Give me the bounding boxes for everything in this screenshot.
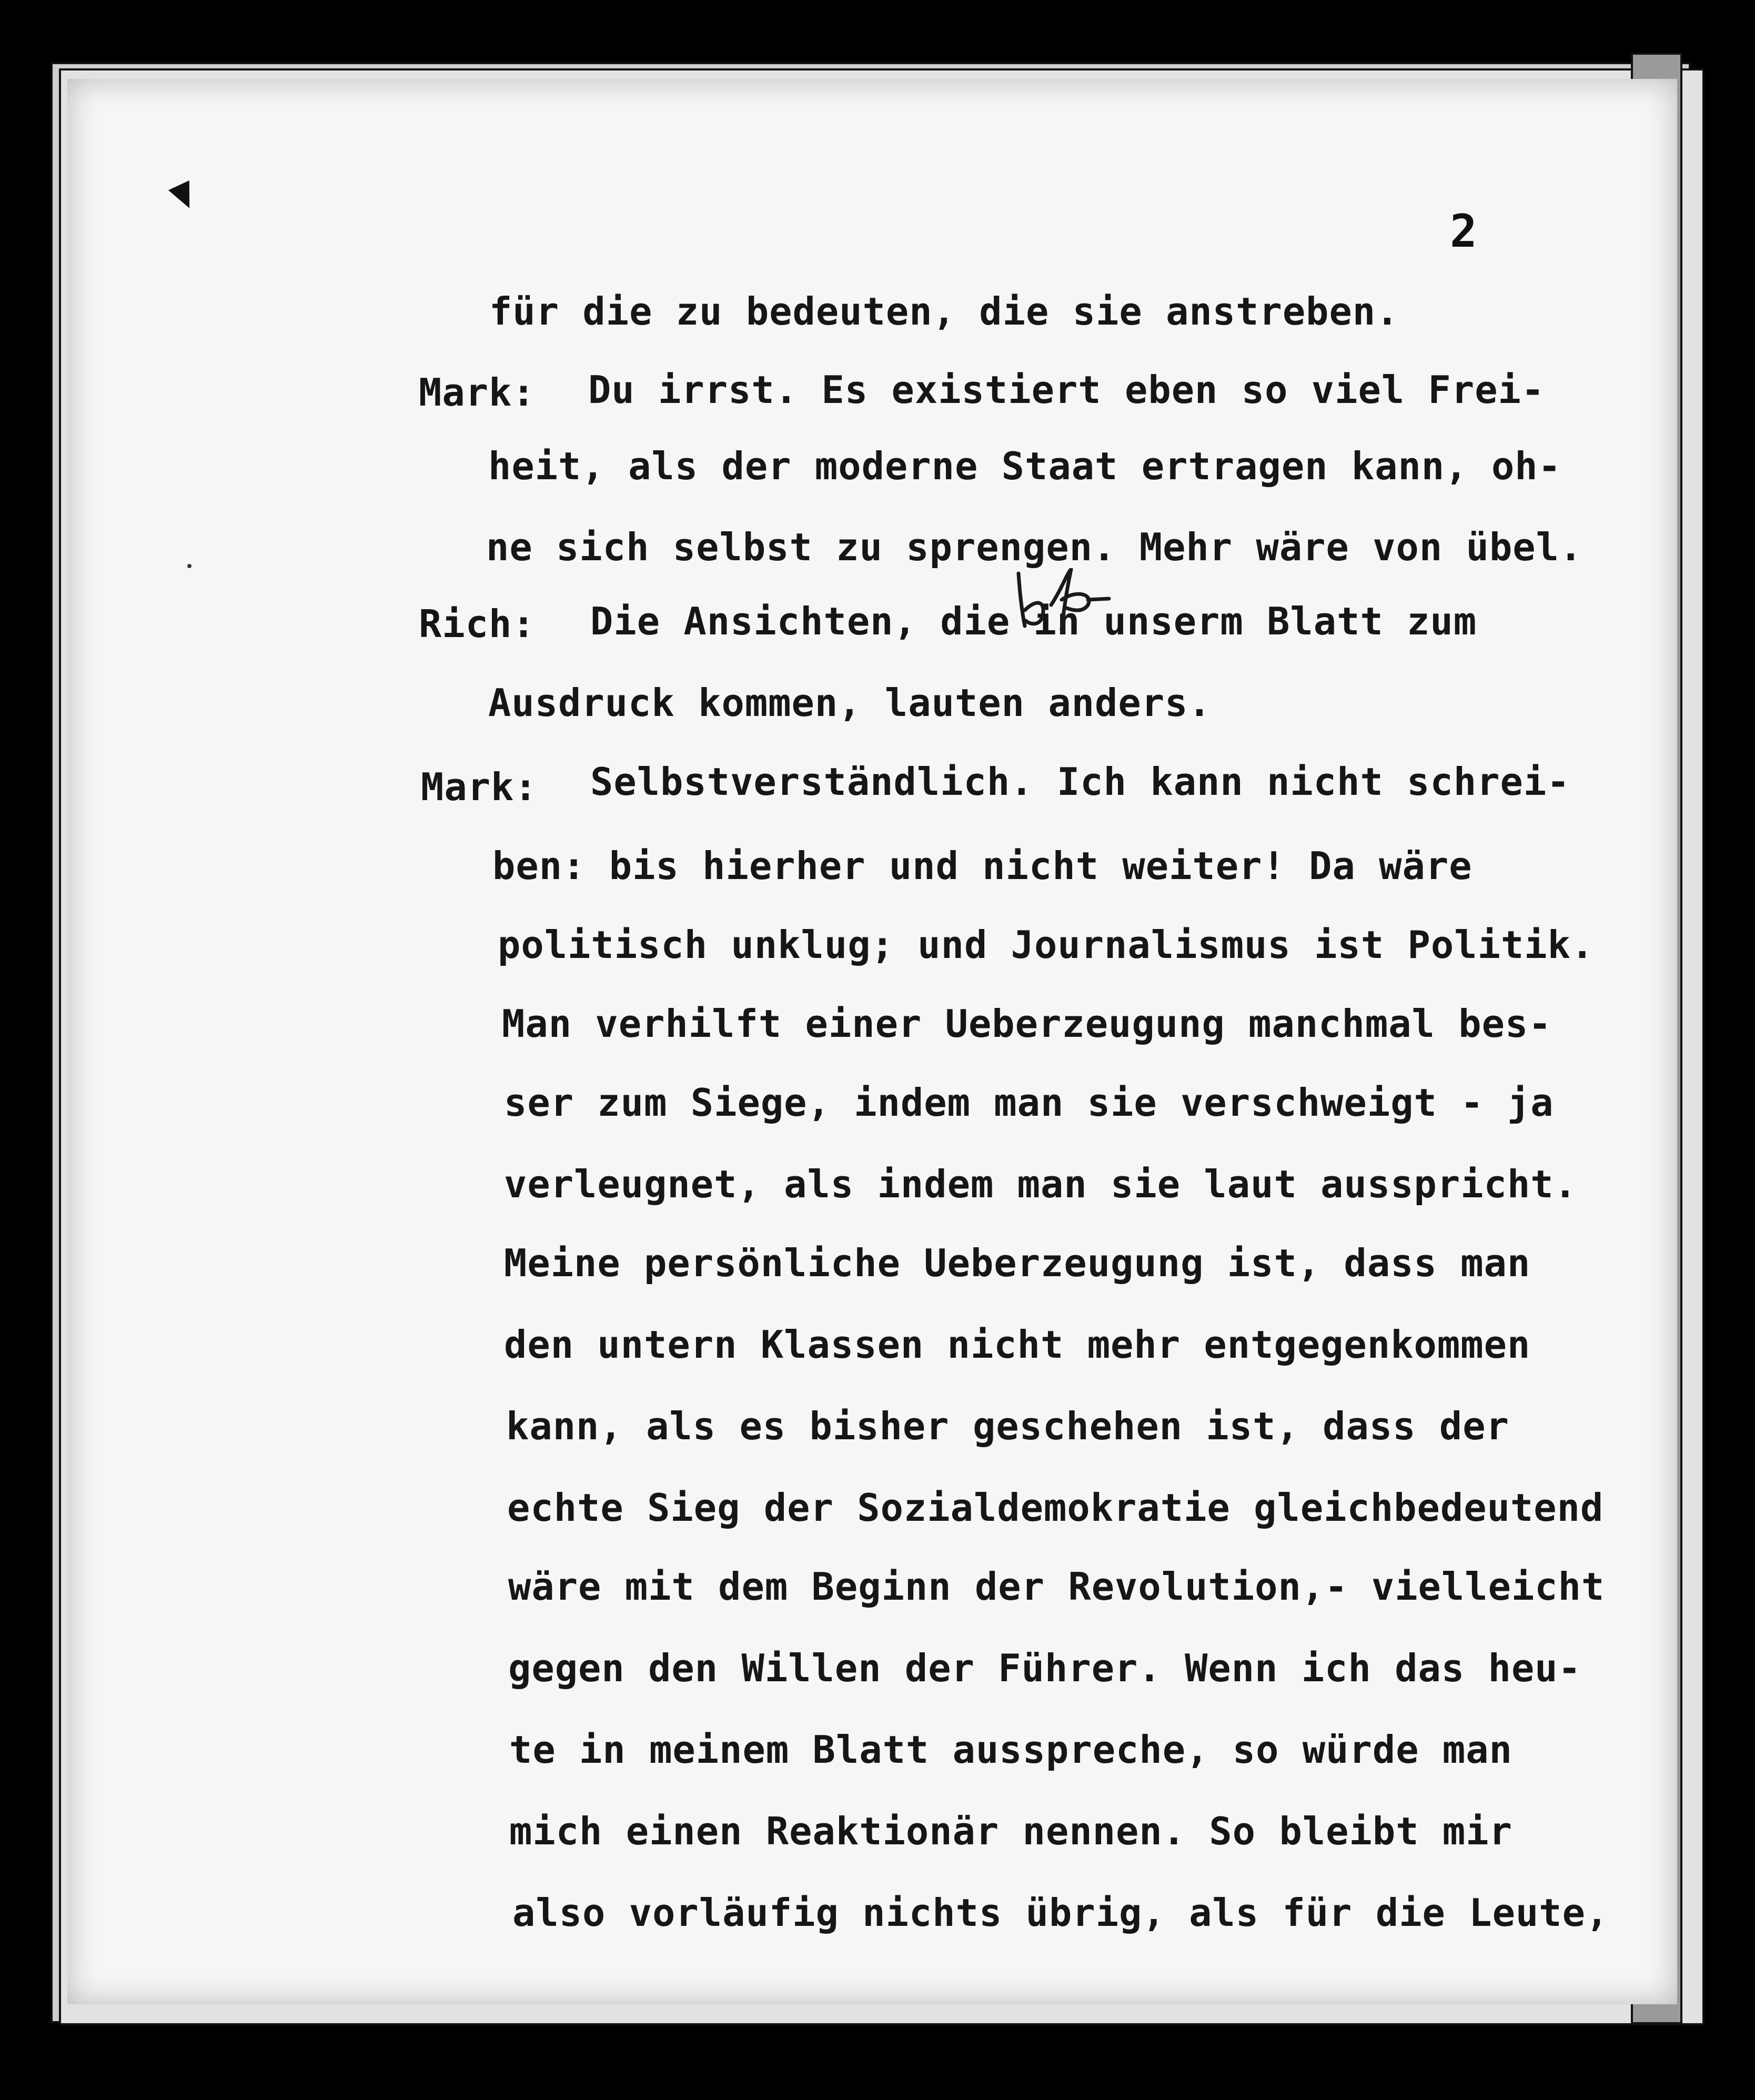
handwritten-correction-mark	[1009, 568, 1130, 631]
text-line: ne sich selbst zu sprengen. Mehr wäre von übel.	[486, 525, 1583, 569]
text-line: Die Ansichten, die in unserm Blatt zum	[590, 599, 1477, 643]
speaker-label: Mark:	[421, 765, 538, 809]
margin-dot	[187, 564, 191, 568]
speaker-label: Mark:	[419, 370, 536, 415]
text-line: Ausdruck kommen, lauten anders.	[488, 681, 1212, 725]
text-line: den untern Klassen nicht mehr entgegenkommen	[504, 1322, 1531, 1367]
text-line: für die zu bedeuten, die sie anstreben.	[489, 289, 1399, 334]
text-line: ben: bis hierher und nicht weiter! Da wäre	[492, 844, 1472, 888]
text-line: Meine persönliche Ueberzeugung ist, dass man	[504, 1241, 1531, 1285]
text-line: also vorläufig nichts übrig, als für die Leute,	[512, 1891, 1609, 1935]
text-line: te in meinem Blatt ausspreche, so würde man	[509, 1728, 1512, 1772]
speaker-label: Rich:	[419, 602, 536, 646]
text-line: heit, als der moderne Staat ertragen kann, oh-	[488, 444, 1561, 488]
text-line: Man verhilft einer Ueberzeugung manchmal bes-	[502, 1002, 1552, 1046]
text-line: mich einen Reaktionär nennen. So bleibt mir	[509, 1809, 1512, 1853]
text-line: ser zum Siege, indem man sie verschweigt - ja	[504, 1081, 1554, 1125]
text-line: wäre mit dem Beginn der Revolution,- vielleicht	[508, 1564, 1605, 1609]
typed-text	[67, 79, 1677, 2004]
typewritten-page	[67, 79, 1677, 2004]
text-line: politisch unklug; und Journalismus ist Politik.	[498, 923, 1595, 967]
text-line: echte Sieg der Sozialdemokratie gleichbedeutend	[507, 1486, 1604, 1530]
text-line: verleugnet, als indem man sie laut ausspricht.	[504, 1162, 1577, 1206]
text-line: Selbstverständlich. Ich kann nicht schrei-	[590, 760, 1570, 804]
text-line: Du irrst. Es existiert eben so viel Frei-	[588, 368, 1545, 412]
text-line: gegen den Willen der Führer. Wenn ich das heu-	[508, 1646, 1581, 1690]
text-line: kann, als es bisher geschehen ist, dass der	[506, 1404, 1509, 1448]
page-number: 2	[1450, 205, 1477, 258]
